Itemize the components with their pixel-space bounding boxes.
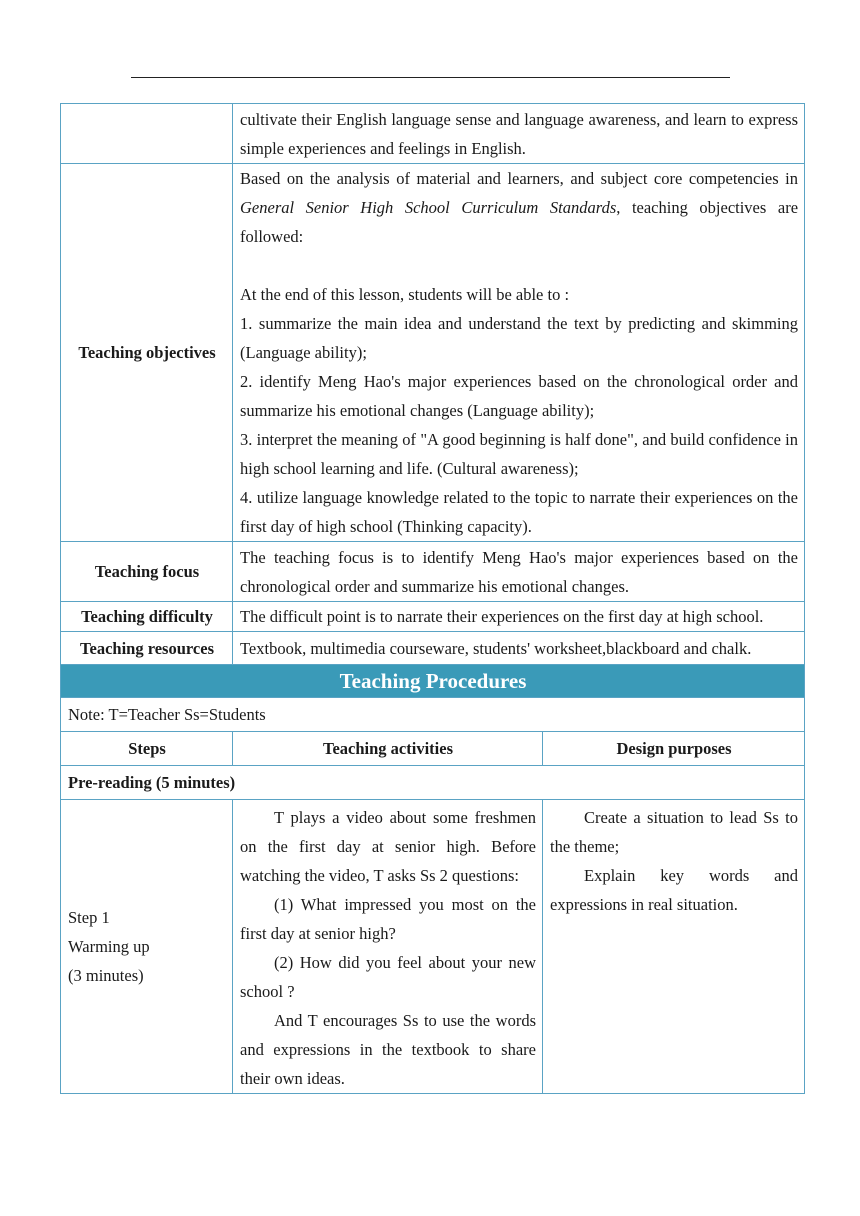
difficulty-row (61, 602, 805, 632)
objectives-intro-part2: , teaching objectives are followed: (240, 198, 799, 246)
resources-row (61, 632, 805, 665)
objectives-intro-part1: Based on the analysis of material and learners, and subject core competencies in (240, 169, 799, 188)
empty-label-cell (61, 104, 233, 164)
procedures-banner-row (61, 665, 805, 698)
pre-reading-section-title: Pre-reading (5 minutes) (61, 766, 805, 800)
objectives-row (61, 164, 805, 542)
procedures-title: Teaching Procedures (61, 665, 805, 698)
resources-label: Teaching resources (61, 632, 233, 665)
curriculum-standards-title: General Senior High School Curriculum Standards (240, 198, 617, 217)
objectives-content (233, 164, 805, 542)
step1-duration: (3 minutes) (68, 966, 144, 985)
objectives-lead: At the end of this lesson, students will be able to : (240, 285, 570, 304)
note-row (61, 698, 805, 732)
focus-label: Teaching focus (61, 542, 233, 602)
step1-label (61, 800, 233, 1094)
step1-name: Warming up (68, 937, 150, 956)
purpose-item: Explain key words and expressions in real situation. (550, 866, 799, 914)
step1-number: Step 1 (68, 908, 110, 927)
focus-content: The teaching focus is to identify Meng Hao's major experiences based on the chronological order and summarize his emotional changes. (233, 542, 805, 602)
objective-item-3: 3. interpret the meaning of "A good beginning is half done", and build confidence in high school learning and life. (Cultural awareness); (240, 430, 799, 478)
step1-purposes (543, 800, 805, 1094)
objectives-label: Teaching objectives (61, 164, 233, 542)
purposes-header: Design purposes (543, 732, 805, 766)
lesson-plan-table (60, 103, 805, 1094)
resources-content: Textbook, multimedia courseware, students' worksheet,blackboard and chalk. (233, 632, 805, 665)
activity-paragraph: T plays a video about some freshmen on the first day at senior high. Before watching the video, T asks Ss 2 questions: (240, 808, 536, 885)
difficulty-label: Teaching difficulty (61, 602, 233, 632)
step1-row (61, 800, 805, 1094)
continuation-row (61, 104, 805, 164)
difficulty-content: The difficult point is to narrate their experiences on the first day at high school. (233, 602, 805, 632)
focus-row (61, 542, 805, 602)
continuation-text: cultivate their English language sense and language awareness, and learn to express simple experiences and feelings in English. (233, 104, 805, 164)
objective-item-4: 4. utilize language knowledge related to the topic to narrate their experiences on the first day of high school (Thinking capacity). (240, 488, 799, 536)
steps-header: Steps (61, 732, 233, 766)
header-rule (131, 77, 730, 78)
step1-activities (233, 800, 543, 1094)
section-row (61, 766, 805, 800)
column-header-row (61, 732, 805, 766)
activity-question-1: (1) What impressed you most on the first day at senior high? (240, 895, 536, 943)
abbreviation-note: Note: T=Teacher Ss=Students (61, 698, 805, 732)
purpose-item: Create a situation to lead Ss to the theme; (550, 808, 799, 856)
objective-item-1: 1. summarize the main idea and understand the text by predicting and skimming (Language ability); (240, 314, 799, 362)
objective-item-2: 2. identify Meng Hao's major experiences based on the chronological order and summarize his emotional changes (Language ability); (240, 372, 799, 420)
activities-header: Teaching activities (233, 732, 543, 766)
activity-question-2: (2) How did you feel about your new school ? (240, 953, 536, 1001)
activity-paragraph: And T encourages Ss to use the words and expressions in the textbook to share their own ideas. (240, 1011, 536, 1088)
objectives-intro (240, 164, 798, 251)
